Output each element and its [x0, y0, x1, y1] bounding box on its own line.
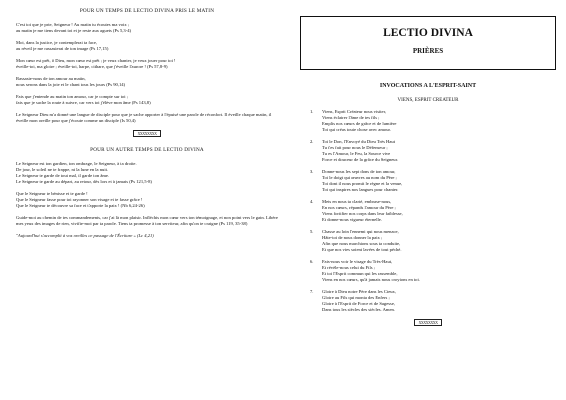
stanza-number: 7. — [310, 289, 314, 294]
stanza-line: Gloire à l'Esprit de Force et de Sagesse, — [322, 301, 396, 306]
morning-verse-line: Rassasie-nous de ton amour au matin, — [16, 76, 86, 81]
other-verse-paragraph — [16, 215, 278, 227]
hymn-stanza — [300, 109, 556, 133]
footnote-quote: "Aujourd'hui s'accomplit à vos oreilles ce passage de l'Écriture » (Lc 4,21) — [16, 233, 154, 238]
stanza-line: Force et douceur de la grâce du Seigneur. — [322, 157, 399, 162]
morning-verse-line: Le Seigneur Dieu m'a donné une langue de disciple pour que je sache apporter à l'épuisé une parole de réconfort. Il éveille chaque matin, il éveille mon oreille pour que j'écoute comme un disciple (Is 50,4) — [16, 112, 272, 123]
stanza-line: Tu t'es fait pour nous le Défenseur ; — [322, 145, 388, 150]
stanza-line: Et que nos vies soient lavées de tout péché. — [322, 247, 402, 252]
morning-verse-paragraph — [16, 94, 278, 106]
morning-verse-line: fais que je sache la route à suivre, car vers toi j'élève mon âme (Ps 143,8) — [16, 100, 151, 105]
stanza-line: Toi qui inspires nos langues pour chanter. — [322, 187, 399, 192]
morning-verse-line: C'est toi que je prie, Seigneur ! Au matin tu écoutes ma voix ; — [16, 22, 130, 27]
invocations-heading: INVOCATIONS A L'ESPRIT-SAINT — [379, 83, 477, 89]
morning-verse-line: nous serons dans la joie et le chant tous les jours (Ps 90,14) — [16, 82, 126, 87]
right-column — [300, 8, 556, 336]
stanza-number: 3. — [310, 169, 314, 174]
ornament-divider — [16, 130, 278, 139]
stanza-line: Fais-nous voir le visage du Très-Haut, — [322, 259, 393, 264]
morning-verse-line: Mon cœur est prêt, ô Dieu, mon cœur est prêt ; je veux chanter, je veux jouer pour toi ! — [16, 58, 176, 63]
other-verse-paragraph — [16, 191, 278, 209]
stanza-line: Viens, Esprit Créateur nous visiter, — [322, 109, 387, 114]
hymn-stanza — [300, 199, 556, 223]
stanza-line: En nos cœurs, répands l'amour du Père ; — [322, 205, 396, 210]
other-verse-line: Le Seigneur te garde au départ, au retour, dès lors et à jamais (Ps 121,5-8) — [16, 179, 152, 184]
other-verse-line: Que le Seigneur te découvre sa face et t'apporte la paix ! (Nb 6,24-26) — [16, 203, 145, 208]
ornament-icon: XXXXXXXX — [133, 130, 161, 137]
stanza-line: Hâte-toi de nous donner la paix ; — [322, 235, 383, 240]
hymn-stanza — [300, 139, 556, 163]
ornament-icon: XXXXXXXX — [414, 319, 442, 326]
title-box — [300, 16, 556, 70]
stanza-line: Mets en nous ta clarté, embrase-nous, — [322, 199, 392, 204]
stanza-line: Afin que nous marchions sous ta conduite, — [322, 241, 401, 246]
stanza-line: Donne-nous les sept dons de ton amour, — [322, 169, 396, 174]
other-verse-paragraph — [16, 161, 278, 185]
stanza-line: Et donne-nous vigueur éternelle. — [322, 217, 382, 222]
hymn-stanzas — [300, 109, 556, 313]
stanza-line: Et révèle-nous celui du Fils ; — [322, 265, 375, 270]
stanza-line: Emplis nos cœurs de grâce et de lumière — [322, 121, 397, 126]
stanza-line: Gloire à Dieu notre Père dans les Cieux, — [322, 289, 396, 294]
stanza-line: Gloire au Fils qui monta des Enfers ; — [322, 295, 390, 300]
hymn-stanza — [300, 229, 556, 253]
stanza-number: 5. — [310, 229, 314, 234]
hymn-stanza — [300, 169, 556, 193]
stanza-line: Viens éclairer l'âme de tes fils ; — [322, 115, 380, 120]
hymn-stanza — [300, 289, 556, 313]
morning-verse-line: éveille-toi, ma gloire ; éveille-toi, harpe, cithare, que j'éveille l'aurore ! (Ps 57,8-9) — [16, 64, 168, 69]
stanza-number: 1. — [310, 109, 314, 114]
morning-verse-line: Fais que j'entende au matin ton amour, car je compte sur toi ; — [16, 94, 129, 99]
stanza-line: Et toi l'Esprit commun qui les rassemble, — [322, 271, 398, 276]
morning-verse-paragraph — [16, 22, 278, 34]
stanza-line: Dans tous les siècles des siècles. Amen. — [322, 307, 395, 312]
other-verses — [16, 161, 278, 227]
stanza-line: Toi le Don, l'Envoyé du Dieu Très Haut — [322, 139, 395, 144]
stanza-number: 2. — [310, 139, 314, 144]
stanza-line: Toi le doigt qui œuvres au nom du Père ; — [322, 175, 397, 180]
stanza-number: 6. — [310, 259, 314, 264]
other-verse-line: Le Seigneur te garde de tout mal, il garde ton âme. — [16, 173, 110, 178]
left-column — [16, 8, 278, 245]
stanza-line: Toi dont il nous promit le règne et la venue, — [322, 181, 403, 186]
other-verse-line: Le Seigneur est ton gardien, ton ombrage, le Seigneur, à ta droite. — [16, 161, 137, 166]
other-verse-line: Guide-moi au chemin de tes commandements, car j'ai là mon plaisir. Infléchis mon cœur vers ton témoignage, et non point vers le gain. Libère mes yeux des images de rien, vivifie-moi par ta parole. Tiens ta promesse à ton serviteur, afin qu'on te craigne (Ps 119, 35-38) — [16, 215, 278, 226]
other-verse-line: De jour, le soleil ne te frappe, ni la lune en la nuit. — [16, 167, 109, 172]
morning-verse-paragraph — [16, 58, 278, 70]
stanza-line: Viens fortifier nos corps dans leur faiblesse, — [322, 211, 403, 216]
document-subtitle: PRIÈRES — [412, 47, 444, 55]
morning-verse-line: au réveil je me rassasierai de ton image (Ps 17,15) — [16, 46, 109, 51]
morning-verses — [16, 22, 278, 124]
stanza-number: 4. — [310, 199, 314, 204]
morning-section-title: POUR UN TEMPS DE LECTIO DIVINA PRIS LE MATIN — [79, 8, 215, 14]
stanza-line: Viens en nos cœurs, qu'à jamais nous croyions en toi. — [322, 277, 420, 282]
stanza-line: Chasse au loin l'ennemi qui nous menace, — [322, 229, 399, 234]
morning-verse-paragraph — [16, 76, 278, 88]
document-title: LECTIO DIVINA — [383, 27, 473, 39]
ornament-divider-bottom — [300, 319, 556, 328]
hymn-title: VIENS, ESPRIT CREATEUR — [397, 98, 459, 103]
stanza-line: Toi qui créas toute chose avec amour. — [322, 127, 391, 132]
morning-verse-paragraph — [16, 112, 278, 124]
stanza-line: Tu es l'Amour, le Feu, la Source vive — [322, 151, 391, 156]
morning-verse-paragraph — [16, 40, 278, 52]
morning-verse-line: Moi, dans la justice, je contemplerai ta face, — [16, 40, 98, 45]
morning-verse-line: au matin je me tiens devant toi et je reste aux aguets (Ps 5,3-4) — [16, 28, 132, 33]
other-section-title: POUR UN AUTRE TEMPS DE LECTIO DIVINA — [90, 147, 204, 153]
other-verse-line: Que le Seigneur fasse pour toi rayonner son visage et te fasse grâce ! — [16, 197, 143, 202]
other-verse-line: Que le Seigneur te bénisse et te garde ! — [16, 191, 88, 196]
hymn-stanza — [300, 259, 556, 283]
